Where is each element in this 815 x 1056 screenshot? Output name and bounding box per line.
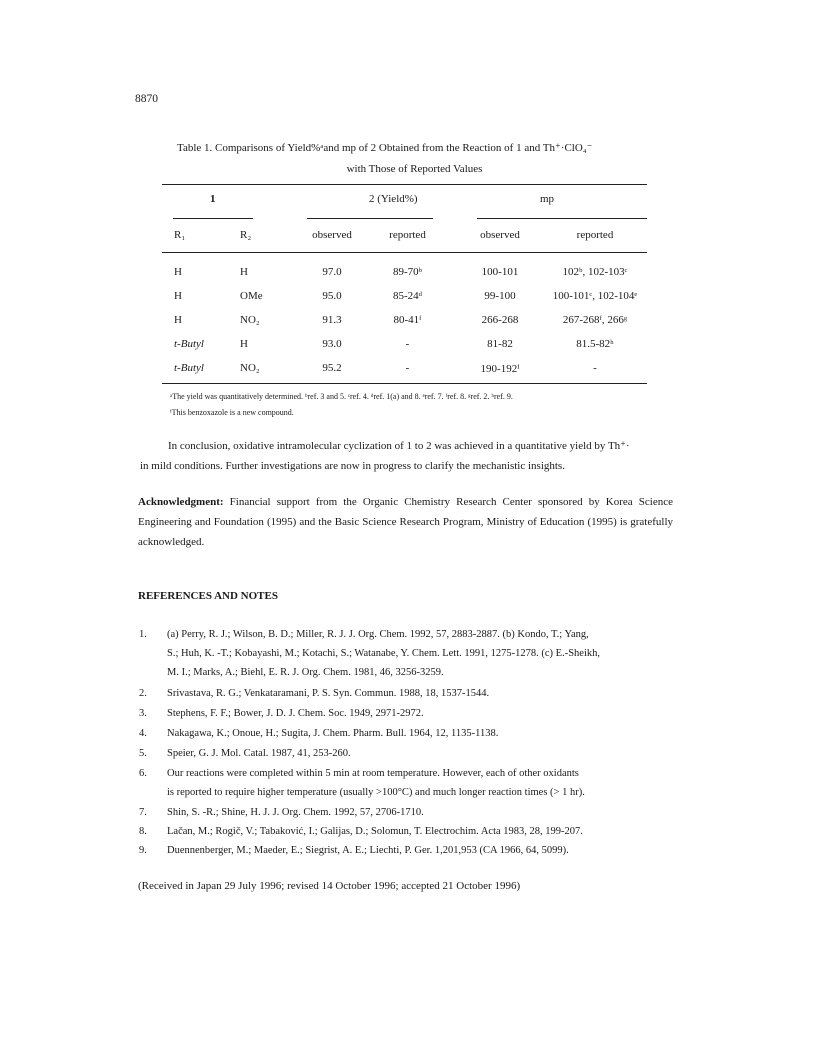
- row-1-mp-observed: 100-101: [481, 266, 519, 278]
- row-3-yield-observed: 91.3: [322, 314, 342, 326]
- col-header-mp-reported: reported: [576, 229, 614, 241]
- reference-number: 8.: [139, 826, 147, 837]
- reference-line: Speier, G. J. Mol. Catal. 1987, 41, 253-260.: [167, 748, 351, 759]
- row-5-r2: NO₂: [240, 362, 260, 374]
- reference-line: Shin, S. -R.; Shine, H. J. J. Org. Chem. 1992, 57, 2706-1710.: [167, 807, 424, 818]
- row-5-yield-reported: -: [405, 362, 410, 374]
- group-rule-mp: [477, 218, 647, 219]
- reference-number: 3.: [139, 708, 147, 719]
- row-5-mp-observed: 190-192ⁱ: [480, 363, 520, 375]
- reference-line: Nakagawa, K.; Onoue, H.; Sugita, J. Chem. Pharm. Bull. 1964, 12, 1135-1138.: [167, 728, 499, 739]
- row-2-yield-reported: 85-24ᵈ: [392, 290, 423, 302]
- row-4-mp-observed: 81-82: [487, 338, 513, 350]
- conclusion-paragraph: [140, 436, 660, 476]
- reference-line: (a) Perry, R. J.; Wilson, B. D.; Miller, R. J. J. Org. Chem. 1992, 57, 2883-2887. (b) Kondo, T.; Yang,: [167, 629, 589, 640]
- row-4-yield-observed: 93.0: [322, 338, 342, 350]
- row-3-mp-reported: 267-268ᶠ, 266ᵍ: [562, 314, 628, 326]
- acknowledgment-paragraph: [138, 492, 673, 552]
- page-number: 8870: [135, 93, 158, 105]
- reference-line: Srivastava, R. G.; Venkataramani, P. S. Syn. Commun. 1988, 18, 1537-1544.: [167, 688, 490, 699]
- table-caption-line1: Table 1. Comparisons of Yield%ᵃand mp of 2 Obtained from the Reaction of 1 and Th⁺·ClO₄⁻: [177, 142, 593, 154]
- references-heading: REFERENCES AND NOTES: [138, 590, 278, 602]
- row-4-yield-reported: -: [405, 338, 410, 350]
- conclusion-line-1: In conclusion, oxidative intramolecular cyclization of 1 to 2 was achieved in a quantitative yield by Th⁺·: [168, 440, 630, 452]
- row-3-r1: H: [174, 314, 182, 326]
- row-3-yield-reported: 80-41ᶠ: [393, 314, 422, 326]
- group-rule-yield: [307, 218, 433, 219]
- row-2-r2: OMe: [240, 290, 263, 302]
- row-1-yield-observed: 97.0: [322, 266, 342, 278]
- row-4-mp-reported: 81.5-82ʰ: [576, 338, 614, 350]
- conclusion-line-2: in mild conditions. Further investigations are now in progress to clarify the mechanistic insights.: [140, 460, 565, 472]
- col-header-r1: R₁: [174, 229, 186, 241]
- group-header-reactant: 1: [210, 193, 216, 205]
- reference-number: 9.: [139, 845, 147, 856]
- row-2-r1: H: [174, 290, 182, 302]
- row-2-yield-observed: 95.0: [322, 290, 342, 302]
- reference-number: 2.: [139, 688, 147, 699]
- row-1-r1: H: [174, 266, 182, 278]
- row-1-yield-reported: 89-70ᵇ: [392, 266, 423, 278]
- row-2-mp-reported: 100-101ᶜ, 102-104ᵉ: [552, 290, 638, 302]
- row-3-mp-observed: 266-268: [481, 314, 519, 326]
- table-footnote-2: ⁱThis benzoxazole is a new compound.: [170, 408, 294, 417]
- table-header-rule: [162, 252, 647, 253]
- group-header-yield: 2 (Yield%): [369, 193, 418, 205]
- received-dates: (Received in Japan 29 July 1996; revised 14 October 1996; accepted 21 October 1996): [138, 880, 521, 892]
- row-5-mp-reported: -: [593, 362, 597, 374]
- reference-line: S.; Huh, K. -T.; Kobayashi, M.; Kotachi, S.; Watanabe, Y. Chem. Lett. 1991, 1275-1278. (c) E.-Sheikh,: [167, 648, 600, 659]
- reference-line: is reported to require higher temperature (usually >100°C) and much longer reaction times (> 1 hr).: [167, 787, 585, 798]
- reference-number: 5.: [139, 748, 147, 759]
- reference-number: 7.: [139, 807, 147, 818]
- col-header-yield-observed: observed: [312, 229, 352, 241]
- row-5-r1: t-Butyl: [174, 362, 204, 374]
- reference-number: 6.: [139, 768, 147, 779]
- reference-number: 1.: [139, 629, 147, 640]
- row-2-mp-observed: 99-100: [484, 290, 516, 302]
- group-rule-reactant: [173, 218, 253, 219]
- table-caption-line2-text: with Those of Reported Values: [346, 163, 483, 175]
- row-5-yield-observed: 95.2: [322, 362, 342, 374]
- table-caption-line2: [0, 163, 815, 175]
- row-1-mp-reported: 102ᵇ, 102-103ᶜ: [562, 266, 628, 278]
- reference-line: M. I.; Marks, A.; Biehl, E. R. J. Org. Chem. 1981, 46, 3256-3259.: [167, 667, 444, 678]
- reference-line: Stephens, F. F.; Bower, J. D. J. Chem. Soc. 1949, 2971-2972.: [167, 708, 424, 719]
- row-1-r2: H: [240, 266, 248, 278]
- reference-line: Our reactions were completed within 5 min at room temperature. However, each of other oxidants: [167, 768, 579, 779]
- row-4-r1: t-Butyl: [174, 338, 204, 350]
- table-bottom-rule: [162, 383, 647, 384]
- row-3-r2: NO₂: [240, 314, 260, 326]
- col-header-mp-observed: observed: [480, 229, 520, 241]
- group-header-mp: mp: [540, 193, 555, 205]
- col-header-r2: R₂: [240, 229, 252, 241]
- row-4-r2: H: [240, 338, 248, 350]
- reference-number: 4.: [139, 728, 147, 739]
- acknowledgment-text: Financial support from the Organic Chemistry Research Center sponsored by Korea Science Engineering and Foundation (1995) and the Basic Science Research Program, Ministry of Education (1995) is gratefully acknowledged.: [138, 496, 673, 548]
- table-footnote-1: ᵃThe yield was quantitatively determined. ᵇref. 3 and 5. ᶜref. 4. ᵈref. 1(a) and 8. ᵉref. 7. ᶠref. 8. ᵍref. 2. ʰref. 9.: [170, 392, 513, 401]
- reference-line: Lačan, M.; Rogič, V.; Tabaković, I.; Galijas, D.; Solomun, T. Electrochim. Acta 1983, 28, 199-207.: [167, 826, 583, 837]
- acknowledgment-label: Acknowledgment:: [138, 496, 224, 508]
- reference-line: Duennenberger, M.; Maeder, E.; Siegrist, A. E.; Liechti, P. Ger. 1,201,953 (CA 1966, 64, 5099).: [167, 845, 569, 856]
- col-header-yield-reported: reported: [389, 229, 426, 241]
- table-top-rule: [162, 184, 647, 185]
